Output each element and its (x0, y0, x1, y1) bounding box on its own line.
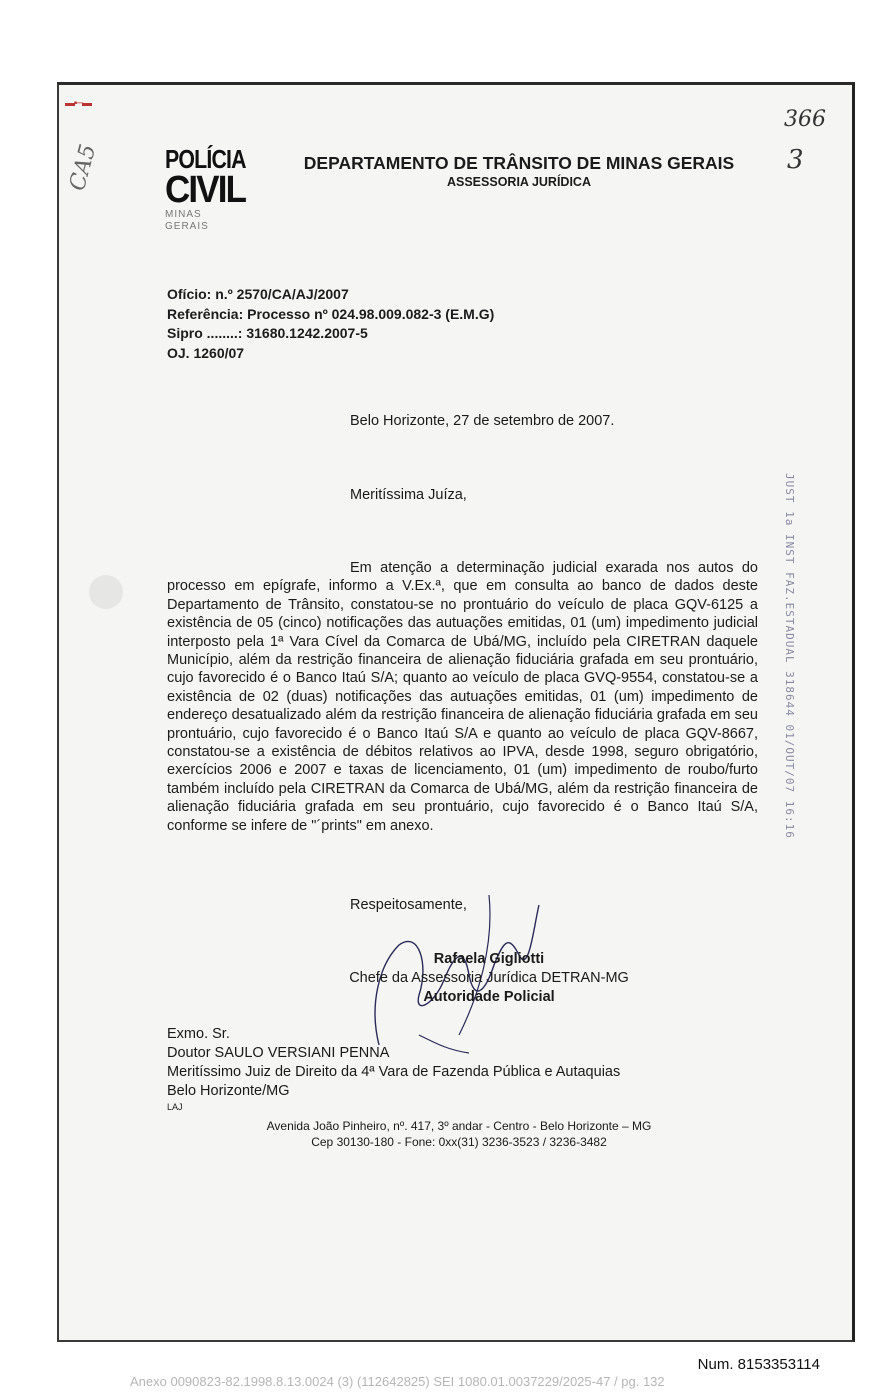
document-number: Num. 8153353114 (697, 1356, 820, 1373)
logo-line-minas-gerais: MINAS GERAIS (165, 209, 209, 232)
oficio-number: Ofício: n.º 2570/CA/AJ/2007 (167, 286, 349, 302)
process-reference: Referência: Processo nº 024.98.009.082-3 (E.M.G) (167, 305, 495, 322)
letter-salutation: Meritíssima Juíza, (350, 487, 467, 503)
oj-number: OJ. 1260/07 (167, 344, 245, 361)
handwritten-mark: 3 (787, 145, 804, 175)
annex-reference: Anexo 0090823-82.1998.8.13.0024 (3) (112642825) SEI 1080.01.0037229/2025-47 / pg. 132 (130, 1374, 665, 1389)
scanned-letter (57, 82, 855, 1342)
addressee-line-3: Meritíssimo Juiz de Direito da 4ª Vara de Fazenda Pública e Autaquias (167, 1064, 621, 1080)
signatory-name: Rafaela Gigliotti (433, 951, 545, 967)
sipro-number: Sipro ........: 31680.1242.2007-5 (167, 325, 368, 341)
red-tick-mark: ▬ ▪ ─ ▬ (65, 98, 90, 109)
letter-date: Belo Horizonte, 27 de setembro de 2007. (350, 413, 615, 429)
division-title: ASSESSORIA JURÍDICA (446, 175, 591, 189)
addressee-line-4: Belo Horizonte/MG (167, 1083, 290, 1099)
policia-civil-logo (165, 144, 247, 233)
signatory-role: Chefe da Assessoria Jurídica DETRAN-MG (349, 970, 629, 986)
logo-line-civil: CIVIL (165, 169, 246, 211)
footer-contact: Cep 30130-180 - Fone: 0xx(31) 3236-3523 / 3236-3482 (311, 1135, 607, 1149)
letter-body: Em atenção a determinação judicial exarada nos autos do processo em epígrafe, informo a V.Ex.ª, que em consulta ao banco de dados deste Departamento de Trânsito, constatou-se no prontuário do veículo de placa GQV-6125 a existência de 05 (cinco) notificações das autuações emitidas, 01 (um) impedimento judicial interposto pela 1ª Vara Cível da Comarca de Ubá/MG, incluído pela CIRETRAN daquele Município, além da restrição financeira de alienação fiduciária grafada em seu prontuário, cujo favorecido é o Banco Itaú S/A; quanto ao veículo de placa GVQ-9554, constatou-se a existência de 02 (duas) notificações das autuações emitidas, 01 (um) impedimento de endereço desatualizado além da restrição financeira de alienação fiduciária grafada em seu prontuário, cujo favorecido é o Banco Itaú S/A e quanto ao veículo de placa GQV-8667, constatou-se a existência de débitos relativos ao IPVA, desde 1998, seguro obrigatório, exercícios 2006 e 2007 e taxas de licenciamento, 01 (um) impedimento de roubo/furto também incluído pela CIRETRAN da Comarca de Ubá/MG, além da restrição financeira de alienação fiduciária grafada em seu prontuário, cujo favorecido é o Banco Itaú S/A, conforme se infere de "´prints" em anexo. (167, 560, 758, 834)
addressee-line-2: Doutor SAULO VERSIANI PENNA (167, 1045, 390, 1061)
department-title: DEPARTAMENTO DE TRÂNSITO DE MINAS GERAIS (303, 153, 735, 173)
addressee-block (167, 1025, 620, 1113)
footer-address: Avenida João Pinheiro, nº. 417, 3º andar - Centro - Belo Horizonte – MG (266, 1119, 652, 1133)
signatory-title: Autoridade Policial (423, 989, 555, 1005)
letter-closing: Respeitosamente, (350, 897, 467, 913)
reference-block (167, 285, 494, 363)
court-receipt-stamp: JUST 1a INST FAZ.ESTADUAL 318644 01/OUT/07 16:16 (783, 473, 796, 839)
typist-initials: LAJ (167, 1102, 183, 1112)
handwritten-page-number: 366 (784, 107, 826, 132)
paper-stain (89, 575, 123, 609)
logo-line-policia: POLÍCIA (165, 144, 246, 174)
handwritten-side-initials: CA5 (65, 141, 102, 194)
addressee-line-1: Exmo. Sr. (167, 1026, 230, 1042)
